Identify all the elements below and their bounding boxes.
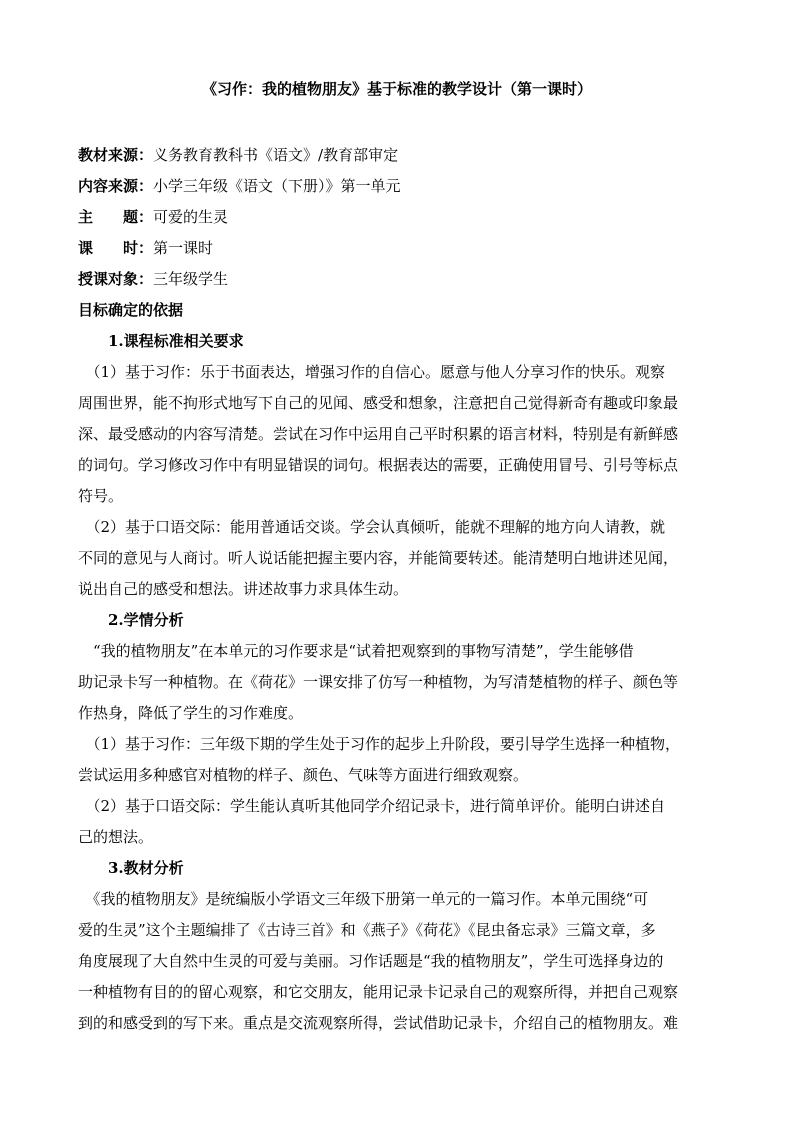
text-line: （2）基于口语交际：能用普通话交谈。学会认真倾听，能就不理解的地方向人请教，就 xyxy=(78,518,666,536)
text-line: 作热身，降低了学生的习作难度。 xyxy=(78,704,304,722)
meta-theme xyxy=(78,207,228,227)
text-line: 角度展现了大自然中生灵的可爱与美丽。习作话题是“我的植物朋友”，学生可选择身边的 xyxy=(78,952,664,970)
text-line: （1）基于习作：乐于书面表达，增强习作的自信心。愿意与他人分享习作的快乐。观察 xyxy=(78,363,666,381)
meta-value: 三年级学生 xyxy=(153,270,229,288)
text-line: 《我的植物朋友》是统编版小学语文三年级下册第一单元的一篇习作。本单元围绕“可 xyxy=(78,890,649,908)
text-line: 说出自己的感受和想法。讲述故事力求具体生动。 xyxy=(78,580,409,598)
subsection-heading-learner-analysis: 2.学情分析 xyxy=(108,611,184,629)
meta-value: 义务教育教科书《语文》/教育部审定 xyxy=(153,146,399,164)
meta-key: 内容来源： xyxy=(78,177,154,195)
paragraph-learner-intro xyxy=(78,636,714,729)
paragraph-textbook-analysis xyxy=(78,884,714,1039)
meta-audience xyxy=(78,269,228,289)
text-line: 到的和感受到的写下来。重点是交流观察所得，尝试借助记录卡，介绍自己的植物朋友。难 xyxy=(78,1014,679,1032)
text-line: 己的想法。 xyxy=(78,828,154,846)
section-heading-basis: 目标确定的依据 xyxy=(78,301,184,319)
text-line: 尝试运用多种感官对植物的样子、颜色、气味等方面进行细致观察。 xyxy=(78,766,529,784)
paragraph-standards-oral xyxy=(78,512,714,605)
meta-key: 教材来源： xyxy=(78,146,154,164)
text-line: 符号。 xyxy=(78,487,124,505)
text-line: 周围世界，能不拘形式地写下自己的见闻、感受和想象，注意把自己觉得新奇有趣或印象最 xyxy=(78,394,679,412)
meta-lesson xyxy=(78,238,213,258)
meta-key: 主 题： xyxy=(78,208,154,226)
meta-value: 小学三年级《语文（下册）》第一单元 xyxy=(153,177,401,195)
meta-key: 授课对象： xyxy=(78,270,154,288)
paragraph-learner-oral xyxy=(78,791,714,853)
text-line: 助记录卡写一种植物。在《荷花》一课安排了仿写一种植物，为写清楚植物的样子、颜色等 xyxy=(78,673,679,691)
text-line: 一种植物有目的的留心观察，和它交朋友，能用记录卡记录自己的观察所得，并把自己观察 xyxy=(78,983,679,1001)
subsection-heading-standards: 1.课程标准相关要求 xyxy=(108,332,244,350)
paragraph-learner-writing xyxy=(78,729,714,791)
meta-value: 第一课时 xyxy=(153,239,214,257)
text-line: 深、最受感动的内容写清楚。尝试在习作中运用自己平时积累的语言材料，特别是有新鲜感 xyxy=(78,425,679,443)
meta-value: 可爱的生灵 xyxy=(153,208,229,226)
meta-textbook-source xyxy=(78,145,398,165)
text-line: 的词句。学习修改习作中有明显错误的词句。根据表达的需要，正确使用冒号、引号等标点 xyxy=(78,456,679,474)
text-line: （2）基于口语交际：学生能认真听其他同学介绍记录卡，进行简单评价。能明白讲述自 xyxy=(78,797,666,815)
document-title: 《习作：我的植物朋友》基于标准的教学设计（第一课时） xyxy=(201,80,592,98)
paragraph-standards-writing xyxy=(78,357,714,512)
text-line: 爱的生灵”这个主题编排了《古诗三首》和《燕子》《荷花》《昆虫备忘录》三篇文章，多 xyxy=(78,921,656,939)
meta-key: 课 时： xyxy=(78,239,154,257)
text-line: 不同的意见与人商讨。听人说话能把握主要内容，并能简要转述。能清楚明白地讲述见闻， xyxy=(78,549,679,567)
subsection-heading-textbook-analysis: 3.教材分析 xyxy=(108,859,184,877)
meta-content-source xyxy=(78,176,401,196)
text-line: “我的植物朋友”在本单元的习作要求是“试着把观察到的事物写清楚”，学生能够借 xyxy=(78,642,634,660)
text-line: （1）基于习作：三年级下期的学生处于习作的起步上升阶段，要引导学生选择一种植物， xyxy=(78,735,681,753)
